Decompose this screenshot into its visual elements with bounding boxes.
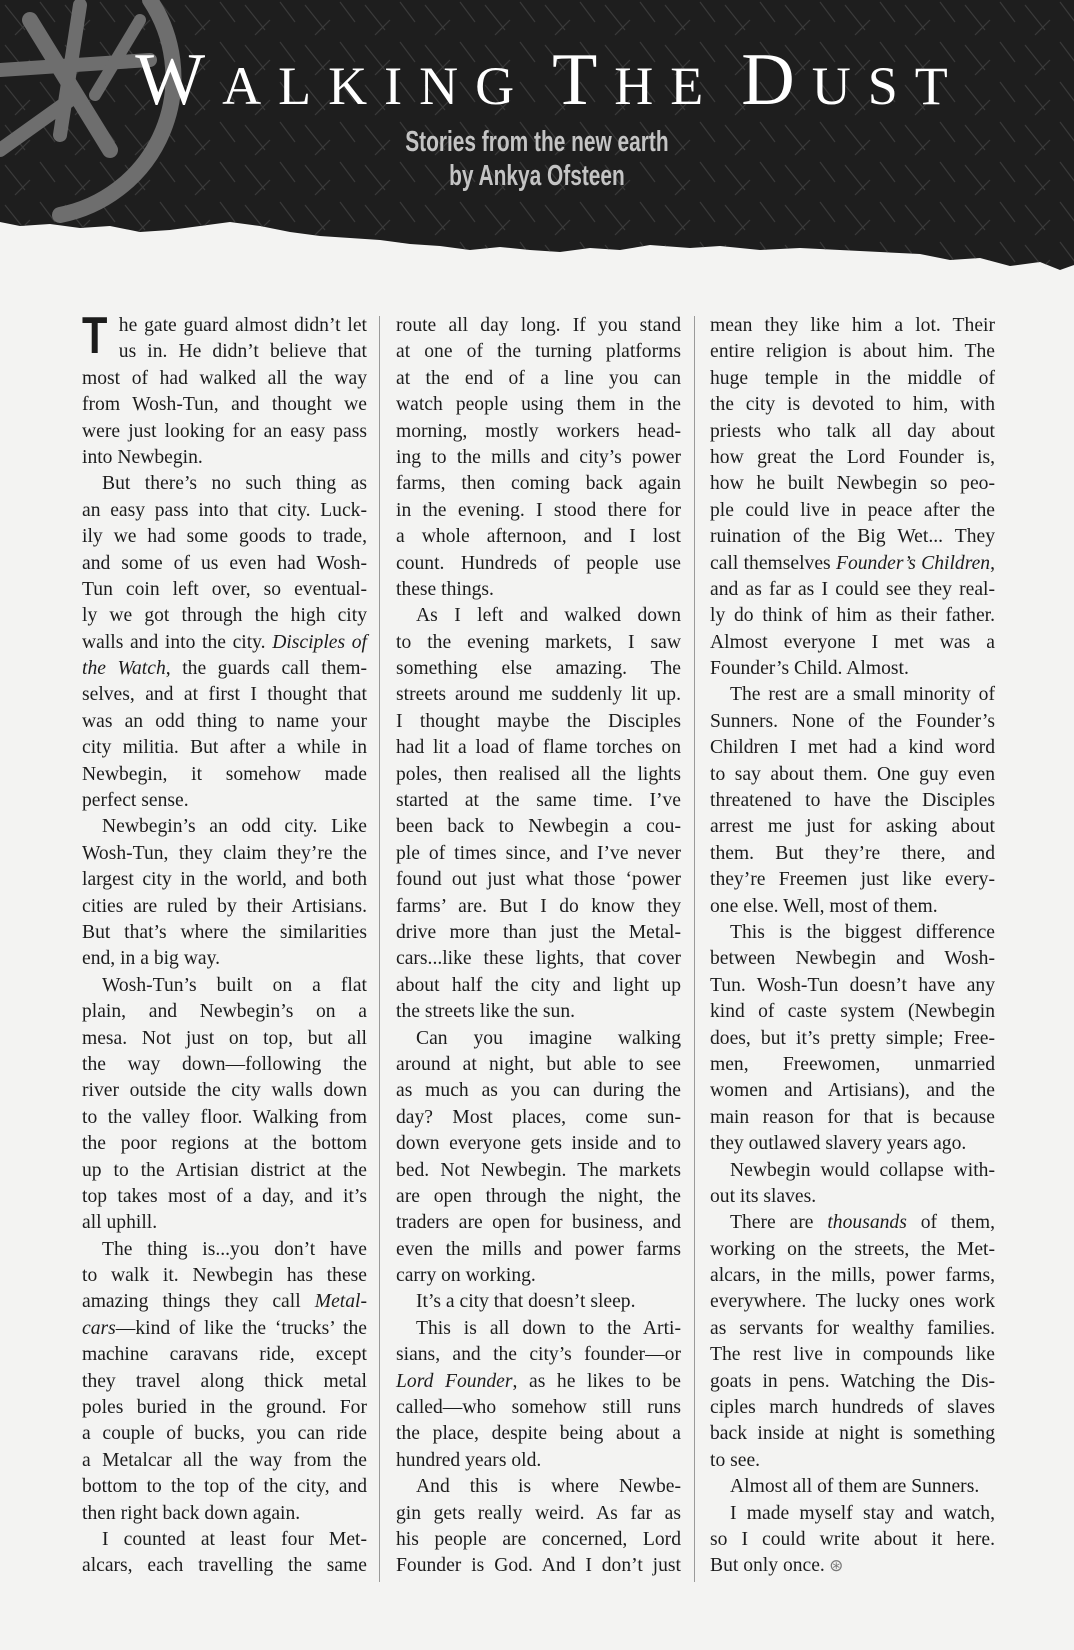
text-line: I made myself stay and watch, — [730, 1502, 995, 1524]
text-line: started at the same time. I’ve — [396, 790, 681, 812]
text-line: and some of us even had Wosh- — [82, 552, 367, 574]
text-line: top takes most of a day, and it’s — [82, 1185, 367, 1207]
text-line: Newbegin, it somehow made — [82, 763, 367, 785]
text-line: poles, then realised all the lights — [396, 763, 681, 785]
text-line: ruination of the Big Wet... They — [710, 526, 995, 548]
text-line: end, in a big way. — [82, 948, 221, 970]
text-line: alcars, in the mills, power farms, — [710, 1265, 995, 1287]
text-line: plain, and Newbegin’s on a — [82, 1001, 367, 1023]
text-line: at the end of a line you can — [396, 367, 681, 389]
text-line: even the mills and power farms — [396, 1238, 681, 1260]
text-line: cars—kind of like the ‘trucks’ the — [82, 1317, 367, 1339]
text-line: men, Freewomen, unmarried — [710, 1053, 995, 1075]
text-line: ing to the mills and city’s power — [396, 446, 681, 468]
paragraph — [82, 1527, 367, 1580]
text-line: a couple of bucks, you can ride — [82, 1423, 367, 1445]
text-line: Founder is God. And I don’t just — [396, 1555, 681, 1577]
text-line: I thought maybe the Disciples — [396, 710, 681, 732]
text-line: day? Most places, come sun- — [396, 1106, 681, 1128]
text-line: the streets like the sun. — [396, 1001, 576, 1023]
text-line: There are thousands of them, — [730, 1212, 995, 1234]
text-line: cars...like these lights, that cover — [396, 948, 681, 970]
text-line: they outlawed slavery years ago. — [710, 1133, 967, 1155]
text-line: in the evening. I stood there for — [396, 499, 681, 521]
text-line: But there’s no such thing as — [102, 473, 367, 495]
text-line: and as far as I could see they real- — [710, 578, 995, 600]
text-line: threatened to have the Disciples — [710, 790, 995, 812]
text-line: watch people using them in the — [396, 394, 681, 416]
text-line: farms, then coming back again — [396, 473, 681, 495]
text-line: Sunners. None of the Founder’s — [710, 710, 995, 732]
paragraph — [82, 973, 367, 1237]
text-line: I counted at least four Met- — [102, 1528, 367, 1550]
text-line: farms’ are. But I do know they — [396, 895, 681, 917]
title-word — [552, 39, 721, 121]
text-line: most of had walked all the way — [82, 367, 367, 389]
text-line: called—who somehow still runs — [396, 1397, 681, 1419]
end-mark-icon: ⊛ — [824, 1556, 844, 1576]
text-line: his people are concerned, Lord — [396, 1528, 681, 1550]
title-capital: W — [135, 39, 223, 121]
text-line: something else amazing. The — [396, 658, 681, 680]
text-line: one else. Well, most of them. — [710, 895, 938, 917]
text-line: ple could live in peace after the — [710, 499, 995, 521]
title-word — [741, 39, 965, 121]
text-line: morning, mostly workers head- — [396, 420, 681, 442]
paragraph — [396, 1316, 681, 1474]
text-line: Almost everyone I met was a — [710, 631, 995, 653]
text-line: out its slaves. — [710, 1185, 817, 1207]
text-line: as servants for wealthy families. — [710, 1317, 995, 1339]
paragraph — [710, 313, 995, 682]
text-line: route all day long. If you stand — [396, 315, 681, 336]
masthead-banner — [0, 0, 1074, 290]
text-line: the poor regions at the bottom — [82, 1133, 367, 1155]
text-line: found out just what those ‘power — [396, 869, 681, 891]
text-line: about half the city and light up — [396, 974, 681, 996]
paragraph — [710, 920, 995, 1158]
text-line: drive more than just the Metal- — [396, 921, 681, 943]
text-line: But that’s where the similarities — [82, 921, 367, 943]
article-column-2 — [396, 313, 681, 1580]
text-line: they’re Freemen just like every- — [710, 869, 995, 891]
text-line: The rest live in compounds like — [710, 1344, 995, 1366]
text-line: This is the biggest difference — [730, 921, 995, 943]
text-line: bottom to the top of the city, and — [82, 1476, 367, 1498]
text-line: But only once. ⊛ — [710, 1555, 844, 1577]
text-line: Newbegin would collapse with- — [730, 1159, 995, 1181]
text-line: had lit a load of flame torches on — [396, 737, 681, 759]
text-line: ly we got through the high city — [82, 605, 367, 627]
text-line: entire religion is about him. The — [710, 341, 995, 363]
text-line: priests who talk all day about — [710, 420, 995, 442]
paragraph — [396, 603, 681, 1025]
text-line: how he built Newbegin so peo- — [710, 473, 995, 495]
text-line: they travel along thick metal — [82, 1370, 367, 1392]
text-line: around at night, but able to see — [396, 1053, 681, 1075]
text-line: walls and into the city. Disciples of — [82, 631, 367, 653]
title-small-caps: ALKING — [222, 56, 532, 116]
italic-text: Lord Founder — [396, 1370, 513, 1392]
text-line: Founder’s Child. Almost. — [710, 658, 909, 680]
title-word — [135, 39, 532, 121]
italic-text: thousands — [827, 1212, 907, 1234]
text-line: us in. He didn’t believe that — [118, 341, 367, 363]
text-line: arrest me just for asking about — [710, 816, 995, 838]
text-line: ple of times since, and I’ve never — [396, 842, 681, 864]
title-capital: T — [552, 39, 615, 121]
text-line: mesa. Not just on top, but all — [82, 1027, 367, 1049]
text-line: everywhere. The lucky ones work — [710, 1291, 995, 1313]
italic-text: cars — [82, 1317, 116, 1339]
text-line: were just looking for an easy pass — [82, 420, 367, 442]
text-line: to see. — [710, 1449, 761, 1471]
text-line: cities are ruled by their Artisians. — [82, 895, 367, 917]
article-subtitle: Stories from the new earth — [405, 126, 669, 158]
text-line: Newbegin’s an odd city. Like — [102, 816, 367, 838]
text-line: traders are open for business, and — [396, 1212, 681, 1234]
column-divider — [694, 316, 695, 1582]
text-line: selves, and at first I thought that — [82, 684, 367, 706]
text-line: been back to Newbegin a cou- — [396, 816, 681, 838]
text-line: kind of caste system (Newbegin — [710, 1001, 995, 1023]
text-line: And this is where Newbe- — [416, 1476, 681, 1498]
text-line: machine caravans ride, except — [82, 1344, 367, 1366]
text-line: perfect sense. — [82, 790, 189, 812]
paragraph — [396, 1474, 681, 1580]
text-line: an easy pass into that city. Luck- — [82, 499, 367, 521]
text-line: count. Hundreds of people use — [396, 552, 681, 574]
text-line: Lord Founder, as he likes to be — [396, 1370, 681, 1392]
text-line: a whole afternoon, and I lost — [396, 526, 681, 548]
paragraph — [396, 1289, 681, 1315]
text-line: carry on working. — [396, 1265, 536, 1287]
text-line: to walk it. Newbegin has these — [82, 1265, 367, 1287]
text-line: river outside the city walls down — [82, 1080, 367, 1102]
text-line: then right back down again. — [82, 1502, 301, 1524]
paragraph — [396, 313, 681, 603]
text-line: mean they like him a lot. Their — [710, 315, 995, 336]
drop-cap: T — [82, 307, 108, 365]
text-line: to say about them. One guy even — [710, 763, 995, 785]
text-line: so I could write about it here. — [710, 1528, 995, 1550]
text-line: these things. — [396, 578, 494, 600]
text-line: Can you imagine walking — [416, 1027, 681, 1049]
text-line: women and Artisians), and the — [710, 1080, 995, 1102]
text-line: ciples march hundreds of slaves — [710, 1397, 995, 1419]
text-line: the city is devoted to him, with — [710, 394, 995, 416]
italic-text: Metal- — [314, 1291, 367, 1313]
text-line: alcars, each travelling the same — [82, 1555, 367, 1577]
text-line: Tun. Wosh-Tun doesn’t have any — [710, 974, 995, 996]
text-line: back inside at night is something — [710, 1423, 995, 1445]
text-line: streets around me suddenly lit up. — [396, 684, 681, 706]
text-line: Almost all of them are Sunners. — [730, 1476, 980, 1498]
text-line: hundred years old. — [396, 1449, 542, 1471]
paragraph — [710, 682, 995, 920]
article-title — [100, 38, 1000, 123]
article-column-3 — [710, 313, 995, 1580]
text-line: gin gets really weird. As far as — [396, 1502, 681, 1524]
text-line: poles buried in the ground. For — [82, 1397, 367, 1419]
text-line: to the evening markets, I saw — [396, 631, 681, 653]
paragraph — [82, 307, 367, 471]
text-line: all uphill. — [82, 1212, 158, 1234]
title-small-caps: HE — [614, 56, 721, 116]
article-byline: by Ankya Ofsteen — [449, 160, 625, 192]
text-line: city militia. But after a while in — [82, 737, 367, 759]
text-line: was an odd thing to name your — [82, 710, 367, 732]
italic-text: Disciples of — [272, 631, 367, 653]
italic-text: the Watch — [82, 658, 166, 680]
text-line: This is all down to the Arti- — [416, 1317, 681, 1339]
text-line: a Metalcar all the way from the — [82, 1449, 367, 1471]
text-line: amazing things they call Metal- — [82, 1291, 367, 1313]
column-divider — [379, 316, 380, 1582]
text-line: them. But they’re there, and — [710, 842, 995, 864]
article-column-1 — [82, 307, 368, 1580]
paragraph — [710, 1501, 995, 1580]
text-line: sians, and the city’s founder—or — [396, 1344, 681, 1366]
paragraph — [710, 1474, 995, 1500]
text-line: goats in pens. Watching the Dis- — [710, 1370, 995, 1392]
text-line: into Newbegin. — [82, 446, 203, 468]
text-line: between Newbegin and Wosh- — [710, 948, 995, 970]
text-line: The rest are a small minority of — [730, 684, 995, 706]
text-line: the Watch, the guards call them- — [82, 658, 368, 680]
text-line: Children I met had a kind word — [710, 737, 995, 759]
text-line: working on the streets, the Met- — [710, 1238, 995, 1260]
text-line: call themselves Founder’s Children, — [710, 552, 996, 574]
text-line: As I left and walked down — [416, 605, 681, 627]
text-line: to the valley floor. Walking from — [82, 1106, 367, 1128]
text-line: Tun coin left over, so eventual- — [82, 578, 367, 600]
text-line: bed. Not Newbegin. The markets — [396, 1159, 681, 1181]
paragraph — [396, 1026, 681, 1290]
text-line: how great the Lord Founder is, — [710, 446, 995, 468]
text-line: huge temple in the middle of — [710, 367, 995, 389]
paragraph — [82, 1237, 367, 1527]
paragraph — [710, 1210, 995, 1474]
text-line: largest city in the world, and both — [82, 869, 367, 891]
paragraph — [82, 814, 367, 972]
text-line: ily we had some goods to trade, — [82, 526, 367, 548]
text-line: ly do think of him as their father. — [710, 605, 995, 627]
text-line: are open through the night, the — [396, 1185, 681, 1207]
text-line: as much as you can during the — [396, 1080, 681, 1102]
text-line: down everyone gets inside and to — [396, 1133, 681, 1155]
paragraph — [82, 471, 367, 814]
text-line: from Wosh-Tun, and thought we — [82, 394, 367, 416]
text-line: up to the Artisian district at the — [82, 1159, 367, 1181]
text-line: at one of the turning platforms — [396, 341, 681, 363]
text-line: does, but it’s pretty simple; Free- — [710, 1027, 995, 1049]
text-line: Wosh-Tun’s built on a flat — [102, 974, 367, 996]
text-line: The thing is...you don’t have — [102, 1238, 367, 1260]
text-line: Wosh-Tun, they claim they’re the — [82, 842, 367, 864]
text-line: the way down—following the — [82, 1053, 367, 1075]
text-line: he gate guard almost didn’t let — [118, 315, 367, 336]
text-line: It’s a city that doesn’t sleep. — [416, 1291, 636, 1313]
text-line: main reason for that is because — [710, 1106, 995, 1128]
text-line: the place, despite being about a — [396, 1423, 681, 1445]
title-capital: D — [741, 39, 812, 121]
paragraph — [710, 1158, 995, 1211]
title-small-caps: UST — [811, 56, 965, 116]
italic-text: Founder’s Children — [836, 552, 991, 574]
